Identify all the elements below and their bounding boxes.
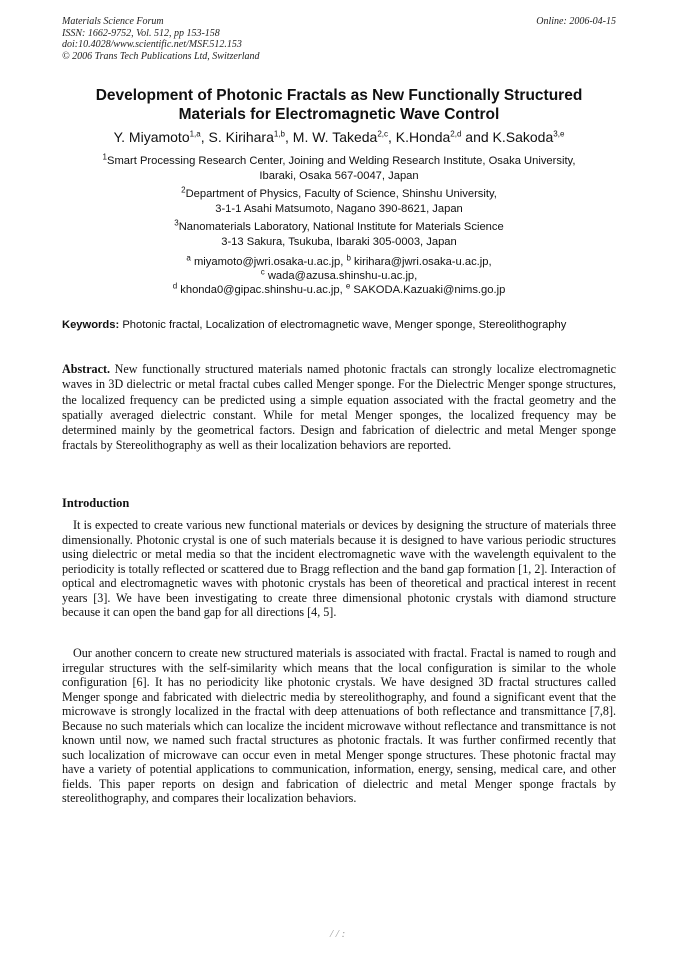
intro-paragraph-2: Our another concern to create new structured materials is associated with fractal. Fractal is named to rough and irregular structures with the self-similarity which means that the local configuration is similar to the whole configuration [6]. It has no periodicity like photonic crystals. We have designed 3D fractal structures called Menger sponge and fabricated with dielectric media by stereolithography, and found a significant event that the microwave is strongly localized in the fractal with deep attenuations of both reflectance and transmittance [7,8]. Because no such materials which can localize the incident microwave without reflectance and transmittance is not known until now, we named such fractal structures as photonic fractals. It was further confirmed recently that such localization of microwave can occur even in metal Menger sponge structures. These photonic fractal may have a variety of potential applications to communication, information, energy, sensing, medical care, and other fields. This paper reports on design and fabrication of dielectric and metal Menger sponge fractals by stereolithography, and compares their localization behaviors. <box>62 646 616 805</box>
online-date: Online: 2006-04-15 <box>536 16 616 27</box>
email-sup: a <box>186 253 191 263</box>
copyright-line: © 2006 Trans Tech Publications Ltd, Switzerland <box>62 50 260 62</box>
author-affil-sup: 2,d <box>450 129 462 139</box>
author-separator: and <box>461 129 493 145</box>
author-separator: , <box>285 129 293 145</box>
affiliation-line: Nanomaterials Laboratory, National Institute for Materials Science <box>178 221 504 233</box>
affiliation-sup: 1 <box>102 152 107 162</box>
keywords-label: Keywords: <box>62 319 120 331</box>
title-line-1: Development of Photonic Fractals as New Functionally Structured <box>95 87 583 104</box>
affiliation-line: 3-1-1 Asahi Matsumoto, Nagano 390-8621, Japan <box>215 203 463 215</box>
keywords-text: Photonic fractal, Localization of electromagnetic wave, Menger sponge, Stereolithography <box>122 319 567 331</box>
affiliation-3 <box>62 220 616 250</box>
intro-paragraph-1: It is expected to create various new functional materials or devices by designing the structure of materials three dimensionally. Photonic crystal is one of such materials because it is designed to have various periodic structures using dielectric or metal media so that the incident electromagnetic wave with the wavelength equivalent to the periodicity is totally reflected or scattered due to Bragg reflection and the band gap formation [1, 2]. Interaction of optical and electromagnetic waves with photonic crystals has been of theoretical and practical interest in recent years [3]. We have been investigating to create three dimensional photonic crystals with diamond structure because it can open the band gap for all directions [4, 5]. <box>62 518 616 619</box>
author-affil-sup: 2,c <box>377 129 389 139</box>
author-name: M. W. Takeda <box>292 129 378 145</box>
email-sup: d <box>172 281 178 291</box>
page-number-mark: / / : <box>330 928 346 940</box>
affiliation-1 <box>62 154 616 184</box>
author-affil-sup: 1,b <box>273 129 285 139</box>
issn-line: ISSN: 1662-9752, Vol. 512, pp 153-158 <box>62 27 220 39</box>
author-name: K.Sakoda <box>492 129 554 145</box>
affiliation-line: Department of Physics, Faculty of Science, Shinshu University, <box>185 188 497 200</box>
abstract-text: New functionally structured materials named photonic fractals can strongly localize electromagnetic waves in 3D dielectric or metal fractal cubes called Menger sponge. For the Dielectric Menger sponge structures, the localized frequency can be predicted using a simple equation associated with the fractal geometry and the spatially averaged dielectric constant. While for metal Menger sponges, the localized frequency may be determined mainly by the geometrical factors. Design and fabrication of dielectric and metal Menger sponge fractals by Stereolithography as well as their localization behaviors are reported. <box>62 362 616 453</box>
affiliation-line: Smart Processing Research Center, Joining and Welding Research Institute, Osaka University, <box>107 155 576 167</box>
author-list <box>62 128 616 146</box>
author-separator: , <box>388 129 396 145</box>
email-sup: e <box>345 281 351 291</box>
author-affil-sup: 3,e <box>553 129 565 139</box>
paper-title <box>62 86 616 124</box>
section-heading-introduction: Introduction <box>62 496 130 510</box>
author-name: K.Honda <box>395 129 451 145</box>
affiliation-line: Ibaraki, Osaka 567-0047, Japan <box>259 170 419 182</box>
email-b[interactable]: kirihara@jwri.osaka-u.ac.jp, <box>354 256 492 268</box>
journal-header <box>62 16 260 62</box>
author-name: S. Kirihara <box>208 129 274 145</box>
abstract-label: Abstract. <box>62 362 111 376</box>
email-a[interactable]: miyamoto@jwri.osaka-u.ac.jp, <box>193 256 344 268</box>
affiliation-line: 3-13 Sakura, Tsukuba, Ibaraki 305-0003, Japan <box>221 236 457 248</box>
author-name: Y. Miyamoto <box>113 129 190 145</box>
author-separator: , <box>200 129 209 145</box>
author-affil-sup: 1,a <box>189 129 201 139</box>
abstract-section <box>62 362 616 454</box>
journal-name: Materials Science Forum <box>62 16 164 27</box>
email-d[interactable]: khonda0@gipac.shinshu-u.ac.jp, <box>180 284 343 296</box>
email-sup: b <box>346 253 351 263</box>
email-c[interactable]: wada@azusa.shinshu-u.ac.jp, <box>267 270 418 282</box>
affiliation-2 <box>62 187 616 217</box>
affiliation-sup: 3 <box>174 218 179 228</box>
author-emails <box>62 255 616 297</box>
doi-line: doi:10.4028/www.scientific.net/MSF.512.153 <box>62 39 242 50</box>
affiliation-sup: 2 <box>181 185 186 195</box>
email-e[interactable]: SAKODA.Kazuaki@nims.go.jp <box>353 284 506 296</box>
title-line-2: Materials for Electromagnetic Wave Control <box>178 106 500 123</box>
keywords-section <box>62 318 616 333</box>
email-sup: c <box>260 267 265 277</box>
